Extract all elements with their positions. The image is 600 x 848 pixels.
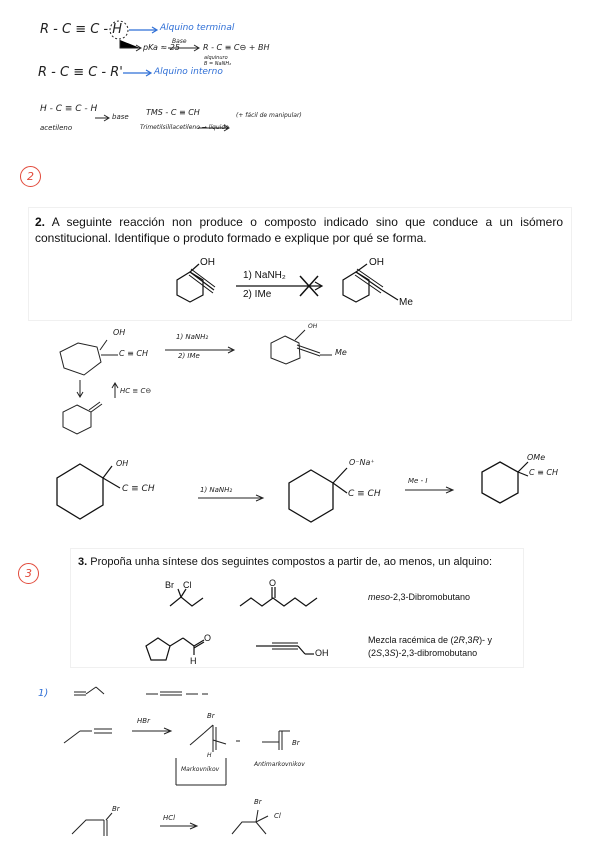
tms-acetylene-label: Trimetilsililacetileno → líquido [140,124,229,131]
answer3-br3: Br [112,805,120,813]
easy-handling-note: (+ fácil de manipular) [236,112,302,119]
answer3-br4: Br [254,798,262,806]
question-2-number: 2. [35,215,46,229]
answer2-oh2: OH [116,459,129,468]
racemic-line1-c: ,3 [465,635,473,645]
reagent-ime: 2) IMe [243,289,272,300]
racemic-line2-c: ,3 [382,648,390,658]
answer2-alkyne3: C ≡ CH [348,489,381,499]
alkynide-products: R - C ≡ C⊖ + BH [203,43,270,52]
answer3-cl: Cl [274,812,281,820]
answer2-alkyne4: C ≡ CH [529,468,558,477]
answer2-alkoxide: O⁻Na⁺ [349,458,375,467]
product-oh-label: OH [369,257,384,268]
reactant-oh-label: OH [200,257,215,268]
answer3-hcl: HCl [163,814,176,822]
answer2-product-me: Me [335,348,347,357]
question-2-statement: A seguinte reacción non produce o composto indicado sino que conduce a un isómero constitucional. Identifique o produto formado e explique por qué se forma. [35,215,563,245]
racemic-line2-b: S [376,648,383,658]
answer3-br2: Br [292,739,300,747]
acetylene-formula: H - C ≡ C - H [40,104,98,114]
meso-prefix: meso [368,592,391,602]
question-3-statement: Propoña unha síntese dos seguintes compostos a partir de, ao menos, un alquino: [87,556,493,568]
q3-ketone-o: O [269,578,277,588]
answer2-reagent4: Me - I [408,477,428,485]
answer2-reagent2: 2) IMe [178,352,200,360]
racemic-line1-d: R [472,635,480,645]
answer3-label: 1) [38,688,49,699]
answer3-h1: H [207,752,212,759]
q3-aldehyde-o: O [204,633,212,643]
pka-label: pKa ≈ 25 [143,43,180,52]
reagent-nanh2: 1) NaNH₂ [243,270,286,281]
question-2-marker: 2 [20,166,41,187]
base-reagent: base [112,113,129,121]
question-3-number: 3. [78,556,88,568]
base-label: Base [172,38,187,45]
q3-aldehyde-h: H [190,656,197,666]
racemic-line2-d: S [389,648,396,658]
internal-alkyne-note: Alquino interno [154,67,223,77]
base-definition: B = NaNH₂ [204,61,232,67]
answer3-antimarkovnikov: Antimarkovnikov [254,761,305,768]
answer3-hbr: HBr [137,717,150,725]
answer3-markovnikov: Markovnikov [181,766,220,773]
racemic-line1-b: R [458,635,466,645]
racemic-line2-a: (2 [368,648,377,658]
answer2-alkyne1: C ≡ CH [119,349,148,358]
terminal-alkyne-note: Alquino terminal [160,23,235,33]
racemic-line1-a: Mezcla racémica de (2 [368,635,459,645]
racemic-line2-e: )-2,3-dibromobutano [395,648,478,658]
question-3-marker: 3 [18,563,39,584]
terminal-alkyne-formula: R - C ≡ C - H [40,22,123,37]
answer2-reagent3: 1) NaNH₂ [200,486,233,494]
internal-alkyne-formula: R - C ≡ C - R' [38,65,123,80]
answer2-alkyne2: C ≡ CH [122,484,155,494]
alkynide-label: alquinuro [204,55,228,61]
answer2-ome: OMe [527,453,546,462]
q3-alcohol-oh: OH [315,648,329,658]
q3-cl-label: Cl [183,580,192,590]
product-me-label: Me [399,297,413,308]
racemic-line1-e: )- y [479,635,493,645]
answer2-acetylide: HC ≡ C⊖ [120,387,152,395]
acetylene-label: acetileno [40,124,73,132]
answer2-oh1: OH [113,328,126,337]
answer3-br1: Br [207,712,215,720]
meso-suffix: -2,3-Dibromobutano [390,592,471,602]
answer2-reagent1: 1) NaNH₂ [176,333,209,341]
tms-acetylene-formula: TMS - C ≡ CH [146,108,200,117]
answer2-product-oh: OH [308,323,318,330]
q3-br-label: Br [165,580,174,590]
